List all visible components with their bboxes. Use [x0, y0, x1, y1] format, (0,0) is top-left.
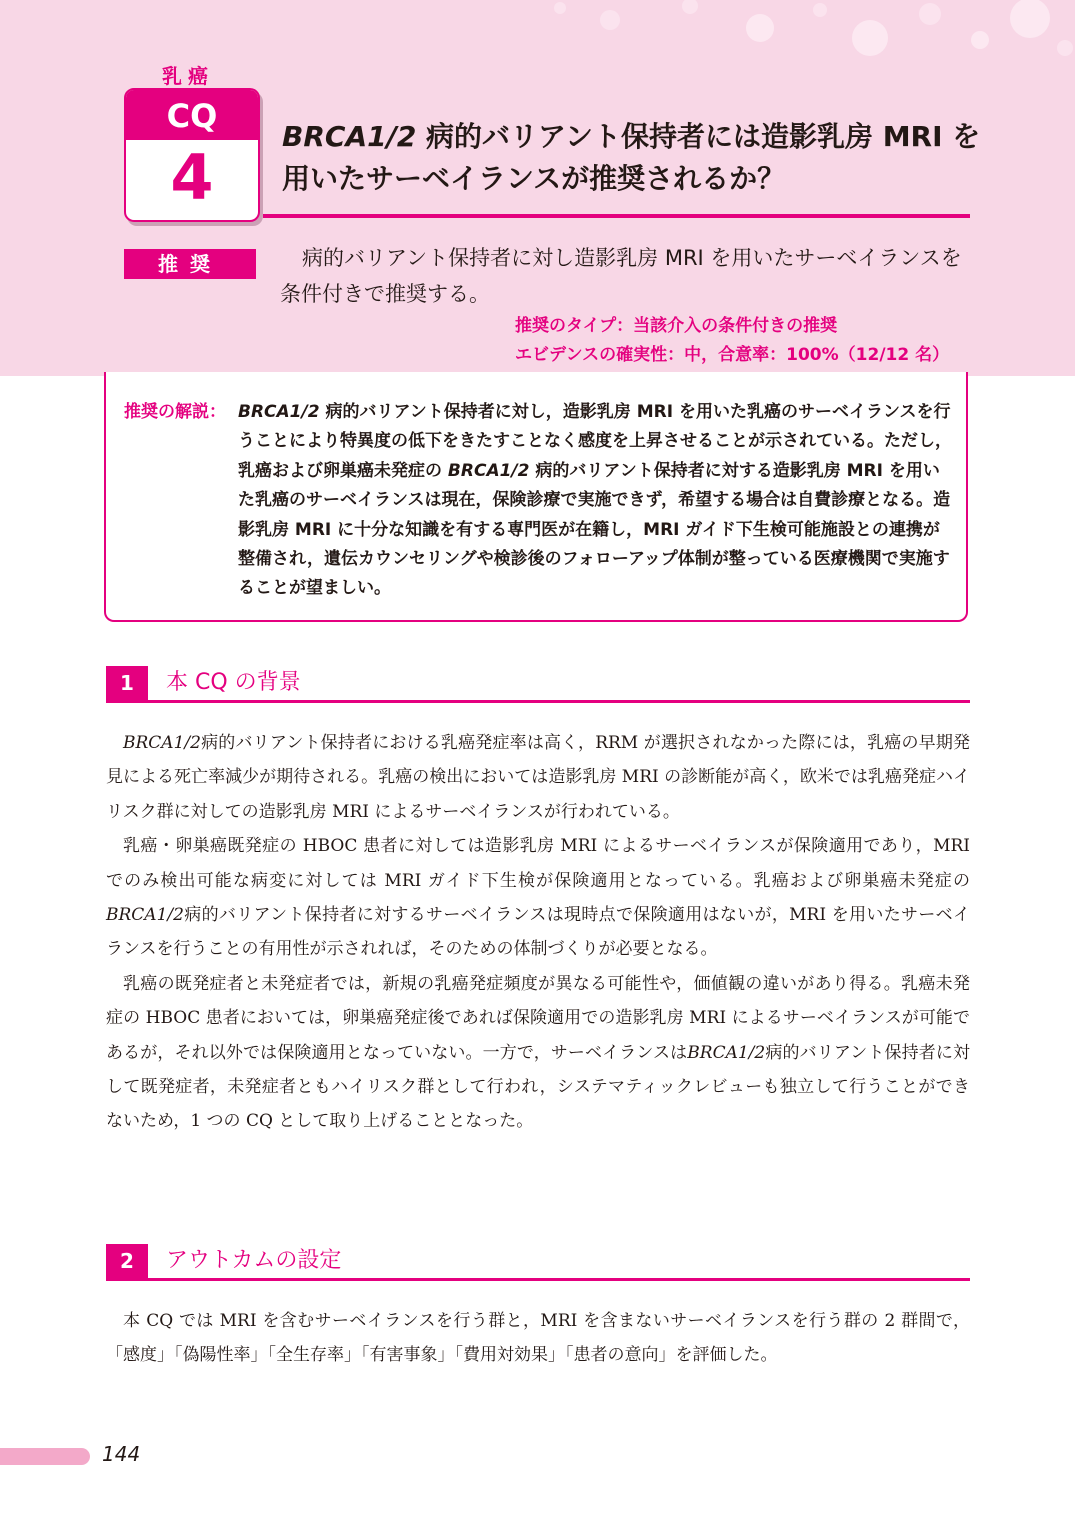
paragraph: BRCA1/2病的バリアント保持者における乳癌発症率は高く，RRM が選択されなかった際には，乳癌の早期発見による死亡率減少が期待される。乳癌の検出においては造影乳房 MRI の診断能が高く，欧米では乳癌発症ハイリスク群に対しての造影乳房 MRI によるサーベイランスが行われている。: [106, 733, 970, 822]
section-title: 本 CQ の背景: [166, 670, 301, 695]
category-label: 乳癌: [162, 64, 214, 88]
section-rule: [106, 1278, 970, 1281]
section-title: アウトカムの設定: [166, 1248, 342, 1273]
evidence-certainty: エビデンスの確実性：中，合意率：100%（12/12 名）: [515, 345, 950, 365]
section-heading-1: [106, 666, 970, 704]
recommendation-meta: [515, 312, 975, 370]
recommendation-type: 推奨のタイプ：当該介入の条件付きの推奨: [515, 316, 838, 336]
page-title: [282, 116, 982, 200]
section2-body: [106, 1304, 970, 1373]
explanation-text: BRCA1/2 病的バリアント保持者に対し，造影乳房 MRI を用いた乳癌のサーベイランスを行うことにより特異度の低下をきたすことなく感度を上昇させることが示されている。ただし，乳癌および卵巣癌未発症の BRCA1/2 病的バリアント保持者に対する造影乳房 MRI を用いた乳癌のサーベイランスは現在，保険診療で実施できず，希望する場合は自費診療となる。造影乳房 MRI に十分な知識を有する専門医が在籍し，MRI ガイド下生検可能施設との連携が整備され，遺伝カウンセリングや検診後のフォローアップ体制が整っている医療機関で実施することが望ましい。: [238, 402, 952, 599]
title-underline: [263, 214, 970, 218]
title-gene: BRCA1/2: [282, 120, 417, 153]
cq-number: 4: [170, 141, 214, 214]
cq-label: CQ: [126, 90, 258, 140]
cq-badge: [124, 88, 260, 222]
recommendation-text: 病的バリアント保持者に対し造影乳房 MRI を用いたサーベイランスを条件付きで推奨する。: [280, 246, 962, 306]
title-text: 病的バリアント保持者には造影乳房 MRI を用いたサーベイランスが推奨されるか？: [282, 120, 981, 195]
decorative-circles: [0, 0, 1075, 60]
section-number: 1: [106, 666, 148, 700]
paragraph: 乳癌・卵巣癌既発症の HBOC 患者に対しては造影乳房 MRI によるサーベイランスが保険適用であり，MRI でのみ検出可能な病変に対しては MRI ガイド下生検が保険適用となっている。乳癌および卵巣癌未発症の BRCA1/2病的バリアント保持者に対するサーベイランスは現時点で保険適用はないが，MRI を用いたサーベイランスを行うことの有用性が示されれば，そのための体制づくりが必要となる。: [106, 836, 970, 960]
page-number: 144: [102, 1442, 141, 1466]
page-tab-decoration: [0, 1448, 90, 1465]
section1-body: [106, 726, 970, 1139]
paragraph: 乳癌の既発症者と未発症者では，新規の乳癌発症頻度が異なる可能性や，価値観の違いがあり得る。乳癌未発症の HBOC 患者においては，卵巣癌発症後であれば保険適用での造影乳房 MRI によるサーベイランスが可能であるが，それ以外では保険適用となっていない。一方で，サーベイランスはBRCA1/2病的バリアント保持者に対して既発症者，未発症者ともハイリスク群として行われ，システマティックレビューも独立して行うことができないため，1 つの CQ として取り上げることとなった。: [106, 973, 970, 1132]
recommendation-tag: 推奨: [124, 249, 256, 279]
paragraph: 本 CQ では MRI を含むサーベイランスを行う群と，MRI を含まないサーベイランスを行う群の 2 群間で，「感度」「偽陽性率」「全生存率」「有害事象」「費用対効果」「患者の意向」を評価した。: [106, 1311, 970, 1366]
explanation-label: 推奨の解説：: [124, 402, 226, 422]
section-heading-2: [106, 1244, 970, 1282]
section-rule: [106, 700, 970, 703]
section-number: 2: [106, 1244, 148, 1278]
